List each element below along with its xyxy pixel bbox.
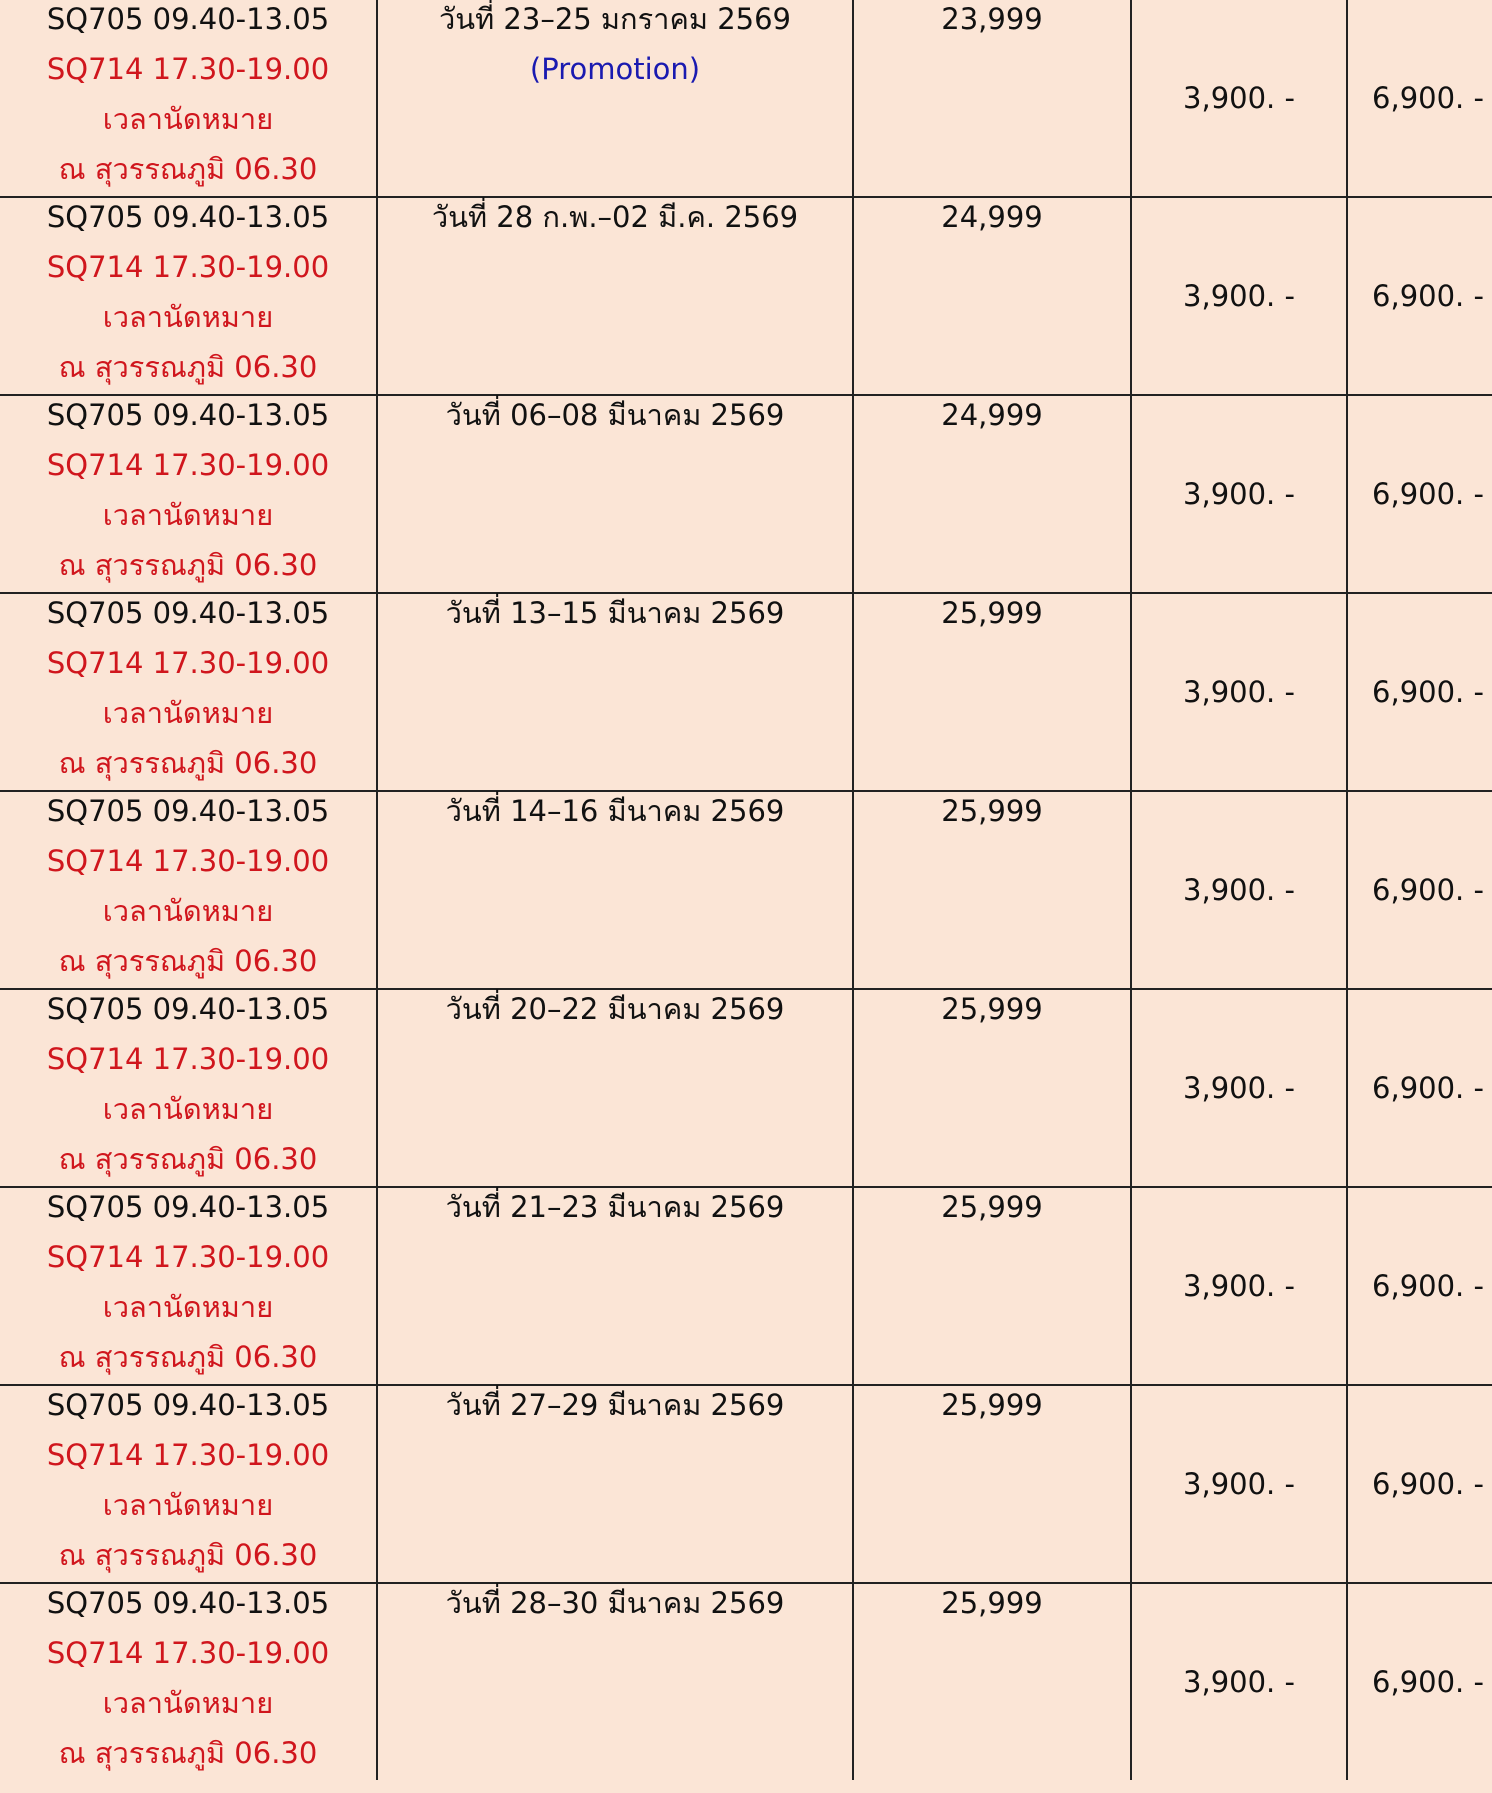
promotion-label: [378, 638, 852, 688]
single-supplement-price: 3,900. -: [1183, 675, 1295, 709]
travel-date-cell: [377, 593, 853, 791]
flight-cell: [0, 1385, 377, 1583]
flight-cell: [0, 989, 377, 1187]
price-cell: [853, 197, 1131, 395]
meeting-point: ณ สุวรรณภูมิ 06.30: [58, 944, 318, 978]
single-supplement-cell: [1131, 791, 1347, 989]
outbound-flight: SQ705 09.40-13.05: [46, 1586, 330, 1620]
promotion-label: [378, 440, 852, 490]
promotion-label: [378, 242, 852, 292]
single-supplement-price: 3,900. -: [1183, 81, 1295, 115]
price-cell: [853, 0, 1131, 197]
meeting-time-label: เวลานัดหมาย: [102, 300, 274, 334]
tour-price: 25,999: [941, 596, 1043, 630]
flight-cell: [0, 0, 377, 197]
single-supplement-cell: [1131, 197, 1347, 395]
return-flight: SQ714 17.30-19.00: [46, 52, 330, 86]
extra-price-cell: [1347, 395, 1492, 593]
flight-cell: [0, 395, 377, 593]
flight-cell: [0, 1187, 377, 1385]
promotion-label: [378, 1232, 852, 1282]
flight-cell: [0, 197, 377, 395]
return-flight: SQ714 17.30-19.00: [46, 250, 330, 284]
extra-price: 6,900. -: [1372, 675, 1484, 709]
schedule-row: [0, 593, 1492, 791]
schedule-row: [0, 1187, 1492, 1385]
schedule-row: [0, 989, 1492, 1187]
flight-cell: [0, 1583, 377, 1780]
outbound-flight: SQ705 09.40-13.05: [46, 2, 330, 36]
extra-price: 6,900. -: [1372, 1665, 1484, 1699]
promotion-label: (Promotion): [529, 52, 701, 86]
single-supplement-price: 3,900. -: [1183, 477, 1295, 511]
extra-price: 6,900. -: [1372, 1467, 1484, 1501]
schedule-row: [0, 1385, 1492, 1583]
meeting-point: ณ สุวรรณภูมิ 06.30: [58, 1340, 318, 1374]
meeting-point: ณ สุวรรณภูมิ 06.30: [58, 1736, 318, 1770]
single-supplement-price: 3,900. -: [1183, 873, 1295, 907]
meeting-time-label: เวลานัดหมาย: [102, 1092, 274, 1126]
travel-date: วันที่ 28–30 มีนาคม 2569: [445, 1586, 785, 1620]
promotion-label: [378, 1628, 852, 1678]
tour-price: 25,999: [941, 992, 1043, 1026]
extra-price-cell: [1347, 593, 1492, 791]
travel-date-cell: [377, 197, 853, 395]
schedule-row: [0, 197, 1492, 395]
extra-price-cell: [1347, 0, 1492, 197]
travel-date-cell: [377, 989, 853, 1187]
meeting-time-label: เวลานัดหมาย: [102, 1686, 274, 1720]
single-supplement-cell: [1131, 1583, 1347, 1780]
outbound-flight: SQ705 09.40-13.05: [46, 992, 330, 1026]
travel-date-cell: [377, 1583, 853, 1780]
extra-price-cell: [1347, 1583, 1492, 1780]
tour-price: 25,999: [941, 1190, 1043, 1224]
travel-date: วันที่ 06–08 มีนาคม 2569: [445, 398, 785, 432]
travel-date: วันที่ 14–16 มีนาคม 2569: [445, 794, 785, 828]
extra-price-cell: [1347, 197, 1492, 395]
extra-price: 6,900. -: [1372, 1071, 1484, 1105]
meeting-time-label: เวลานัดหมาย: [102, 696, 274, 730]
single-supplement-cell: [1131, 0, 1347, 197]
single-supplement-cell: [1131, 989, 1347, 1187]
travel-date: วันที่ 13–15 มีนาคม 2569: [445, 596, 785, 630]
flight-cell: [0, 791, 377, 989]
promotion-label: [378, 1034, 852, 1084]
price-cell: [853, 1385, 1131, 1583]
travel-date: วันที่ 27–29 มีนาคม 2569: [445, 1388, 785, 1422]
schedule-row: [0, 0, 1492, 197]
return-flight: SQ714 17.30-19.00: [46, 1438, 330, 1472]
meeting-point: ณ สุวรรณภูมิ 06.30: [58, 152, 318, 186]
return-flight: SQ714 17.30-19.00: [46, 1042, 330, 1076]
extra-price-cell: [1347, 1385, 1492, 1583]
tour-price: 24,999: [941, 398, 1043, 432]
meeting-time-label: เวลานัดหมาย: [102, 102, 274, 136]
outbound-flight: SQ705 09.40-13.05: [46, 200, 330, 234]
single-supplement-price: 3,900. -: [1183, 1269, 1295, 1303]
single-supplement-cell: [1131, 1187, 1347, 1385]
extra-price: 6,900. -: [1372, 81, 1484, 115]
schedule-row: [0, 791, 1492, 989]
single-supplement-price: 3,900. -: [1183, 279, 1295, 313]
travel-date: วันที่ 28 ก.พ.–02 มี.ค. 2569: [431, 200, 799, 234]
outbound-flight: SQ705 09.40-13.05: [46, 398, 330, 432]
meeting-time-label: เวลานัดหมาย: [102, 1488, 274, 1522]
meeting-point: ณ สุวรรณภูมิ 06.30: [58, 350, 318, 384]
extra-price-cell: [1347, 791, 1492, 989]
single-supplement-cell: [1131, 593, 1347, 791]
single-supplement-price: 3,900. -: [1183, 1467, 1295, 1501]
travel-date: วันที่ 23–25 มกราคม 2569: [438, 2, 792, 36]
return-flight: SQ714 17.30-19.00: [46, 646, 330, 680]
single-supplement-price: 3,900. -: [1183, 1071, 1295, 1105]
outbound-flight: SQ705 09.40-13.05: [46, 1190, 330, 1224]
tour-price: 25,999: [941, 1586, 1043, 1620]
meeting-time-label: เวลานัดหมาย: [102, 894, 274, 928]
outbound-flight: SQ705 09.40-13.05: [46, 596, 330, 630]
price-cell: [853, 593, 1131, 791]
flight-cell: [0, 593, 377, 791]
return-flight: SQ714 17.30-19.00: [46, 1636, 330, 1670]
return-flight: SQ714 17.30-19.00: [46, 1240, 330, 1274]
meeting-time-label: เวลานัดหมาย: [102, 498, 274, 532]
return-flight: SQ714 17.30-19.00: [46, 448, 330, 482]
travel-date-cell: [377, 791, 853, 989]
meeting-point: ณ สุวรรณภูมิ 06.30: [58, 548, 318, 582]
extra-price: 6,900. -: [1372, 1269, 1484, 1303]
travel-date-cell: [377, 395, 853, 593]
tour-price: 25,999: [941, 1388, 1043, 1422]
price-cell: [853, 1583, 1131, 1780]
promotion-label: [378, 836, 852, 886]
schedule-row: [0, 395, 1492, 593]
tour-price: 24,999: [941, 200, 1043, 234]
travel-date: วันที่ 21–23 มีนาคม 2569: [445, 1190, 785, 1224]
travel-date-cell: [377, 1385, 853, 1583]
promotion-label: [378, 1430, 852, 1480]
single-supplement-cell: [1131, 1385, 1347, 1583]
tour-price: 25,999: [941, 794, 1043, 828]
travel-date: วันที่ 20–22 มีนาคม 2569: [445, 992, 785, 1026]
return-flight: SQ714 17.30-19.00: [46, 844, 330, 878]
price-cell: [853, 395, 1131, 593]
extra-price: 6,900. -: [1372, 873, 1484, 907]
outbound-flight: SQ705 09.40-13.05: [46, 794, 330, 828]
outbound-flight: SQ705 09.40-13.05: [46, 1388, 330, 1422]
extra-price: 6,900. -: [1372, 279, 1484, 313]
meeting-point: ณ สุวรรณภูมิ 06.30: [58, 1142, 318, 1176]
meeting-time-label: เวลานัดหมาย: [102, 1290, 274, 1324]
extra-price-cell: [1347, 989, 1492, 1187]
tour-price: 23,999: [941, 2, 1043, 36]
schedule-row: [0, 1583, 1492, 1780]
price-cell: [853, 1187, 1131, 1385]
meeting-point: ณ สุวรรณภูมิ 06.30: [58, 746, 318, 780]
single-supplement-cell: [1131, 395, 1347, 593]
single-supplement-price: 3,900. -: [1183, 1665, 1295, 1699]
price-cell: [853, 791, 1131, 989]
price-cell: [853, 989, 1131, 1187]
travel-date-cell: [377, 1187, 853, 1385]
travel-date-cell: [377, 0, 853, 197]
meeting-point: ณ สุวรรณภูมิ 06.30: [58, 1538, 318, 1572]
extra-price: 6,900. -: [1372, 477, 1484, 511]
extra-price-cell: [1347, 1187, 1492, 1385]
